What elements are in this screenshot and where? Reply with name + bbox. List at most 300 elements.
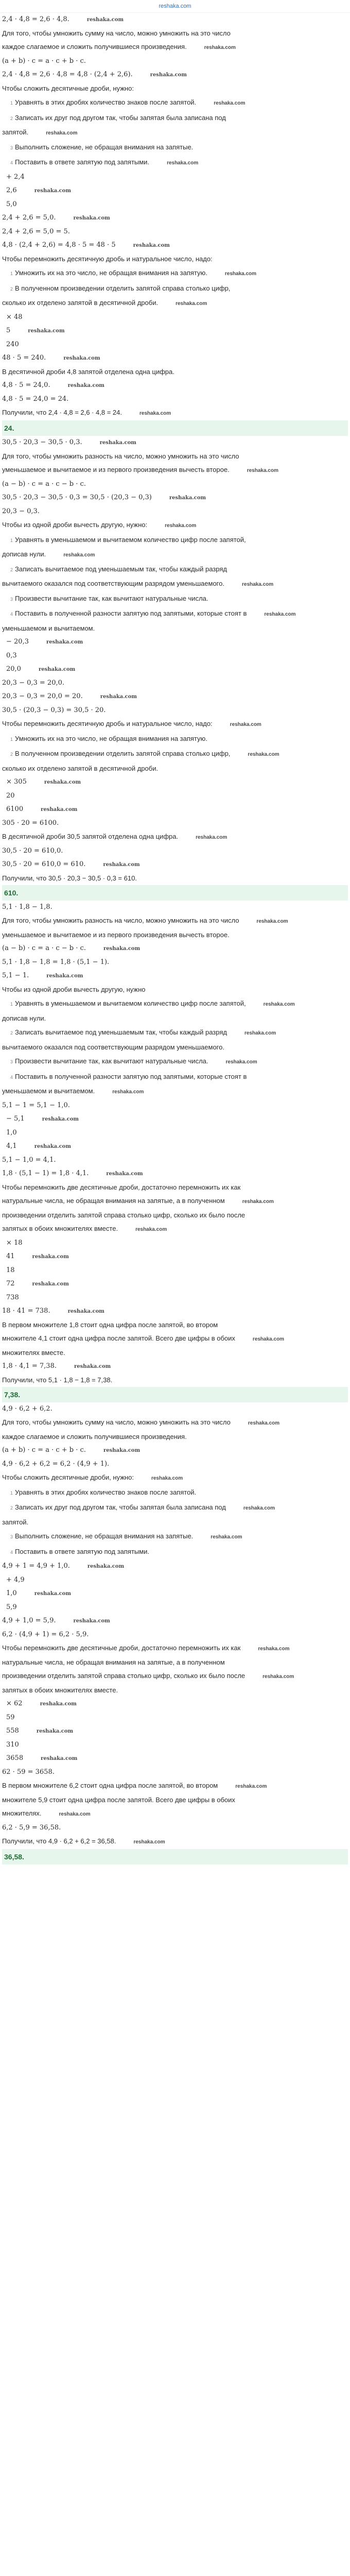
line-text: 20,3 − 0,3 = 20,0. [2, 679, 65, 687]
line-text: Записать их друг под другом так, чтобы запятая была записана под [15, 114, 226, 122]
watermark: reshaka.com [196, 835, 227, 840]
line-text: 59 [6, 1714, 15, 1721]
line-text: Записать их друг под другом так, чтобы запятая была записана под [15, 1503, 226, 1511]
text-line [2, 1807, 348, 1821]
line-text: 0,3 [6, 652, 17, 659]
line-text: В первом множителе 6,2 стоит одна цифра после запятой, во втором [2, 1782, 218, 1789]
math-line [2, 1167, 348, 1181]
line-text: сколько их отделено запятой в десятичной дроби. [2, 765, 159, 772]
watermark: reshaka.com [42, 1116, 79, 1122]
step-line [2, 996, 348, 1012]
step-line [2, 281, 348, 296]
column-calc-line [2, 311, 348, 324]
step-number: 1 [10, 538, 13, 543]
line-text: 2,4 + 2,6 = 5,0. [2, 214, 56, 222]
answer-line [2, 420, 348, 436]
watermark: reshaka.com [150, 72, 187, 78]
line-text: множителях. [2, 1809, 42, 1817]
watermark: reshaka.com [41, 1756, 78, 1761]
line-text: вычитаемого оказался под соответствующим разрядом уменьшаемого. [2, 1043, 224, 1051]
column-calc-line [2, 1738, 348, 1752]
line-text: 4,9 · 6,2 + 6,2 = 6,2 · (4,9 + 1). [2, 1460, 110, 1468]
line-text: 4,8 · 5 = 24,0. [2, 381, 50, 389]
math-line [2, 436, 348, 450]
line-text: 4,9 · 6,2 + 6,2. [2, 1405, 52, 1413]
math-line [2, 704, 348, 717]
text-line [2, 1641, 348, 1656]
column-calc-line [2, 1236, 348, 1250]
line-text: 6,2 · (4,9 + 1) = 6,2 · 5,9. [2, 1631, 89, 1638]
line-text: 310 [6, 1741, 19, 1749]
math-line [2, 478, 348, 491]
watermark: reshaka.com [103, 1448, 141, 1453]
line-text: 20,0 [6, 665, 21, 673]
watermark: reshaka.com [46, 639, 83, 645]
line-text: произведении отделить запятой справа столько цифр, сколько их было после [2, 1211, 246, 1219]
text-line [2, 1416, 348, 1430]
watermark: reshaka.com [34, 188, 71, 194]
line-text: 1,0 [6, 1129, 17, 1137]
watermark: reshaka.com [86, 17, 124, 23]
line-text: Чтобы из одной дроби вычесть другую, нужно [2, 986, 146, 993]
text-line [2, 518, 348, 533]
line-text: (a + b) · c = a · c + b · c. [2, 57, 86, 65]
text-line [2, 1374, 348, 1387]
text-line [2, 983, 348, 996]
watermark: reshaka.com [63, 355, 100, 361]
step-line [2, 95, 348, 111]
watermark: reshaka.com [73, 1618, 110, 1624]
line-text: Получили, что 5,1 · 1,8 − 1,8 = 7,38. [2, 1376, 113, 1384]
line-text: 610. [4, 889, 19, 897]
step-number: 1 [10, 100, 13, 106]
solution-content [0, 13, 350, 1865]
text-line [2, 717, 348, 732]
line-text: 305 · 20 = 6100. [2, 819, 59, 827]
math-line [2, 1154, 348, 1167]
line-text: 30,5 · 20 = 610,0 = 610. [2, 860, 86, 868]
watermark: reshaka.com [225, 1059, 257, 1065]
step-line [2, 1529, 348, 1545]
text-line [2, 1332, 348, 1346]
text-line [2, 406, 348, 420]
step-number: 2 [10, 1030, 13, 1036]
watermark: reshaka.com [256, 919, 288, 924]
text-line [2, 928, 348, 942]
top-bar [0, 0, 350, 13]
line-text: 30,5 · (20,3 − 0,3) = 30,5 · 20. [2, 706, 106, 714]
watermark: reshaka.com [204, 45, 236, 50]
step-number: 1 [10, 1002, 13, 1007]
line-text: 5,1 − 1. [2, 972, 29, 979]
line-text: 72 [6, 1280, 15, 1287]
line-text: Произвести вычитание так, как вычитают натуральные числа. [15, 1057, 208, 1065]
text-line [2, 40, 348, 55]
math-line [2, 817, 348, 830]
column-calc-line [2, 1250, 348, 1264]
watermark: reshaka.com [224, 271, 257, 277]
column-calc-line [2, 324, 348, 338]
column-calc-line [2, 198, 348, 211]
math-line [2, 1766, 348, 1779]
column-calc-line [2, 1112, 348, 1126]
watermark: reshaka.com [41, 807, 78, 812]
line-text: 2,4 · 4,8 = 2,6 · 4,8. [2, 15, 69, 23]
watermark: reshaka.com [244, 1030, 276, 1036]
step-line [2, 1025, 348, 1041]
step-number: 2 [10, 286, 13, 292]
line-text: Чтобы перемножить две десятичные дроби, достаточно перемножить их как [2, 1183, 241, 1191]
line-text: В полученном произведении отделить запятой справа столько цифр, [15, 284, 231, 292]
line-text: − 5,1 [6, 1115, 25, 1123]
watermark: reshaka.com [258, 1646, 290, 1652]
watermark: reshaka.com [100, 694, 137, 700]
column-calc-line [2, 1573, 348, 1587]
watermark: reshaka.com [74, 1364, 111, 1369]
text-line [2, 548, 348, 562]
line-text: 5 [6, 327, 11, 334]
text-line [2, 1669, 348, 1684]
watermark: reshaka.com [112, 1089, 144, 1095]
step-line [2, 155, 348, 171]
line-text: 6,2 · 5,9 = 36,58. [2, 1824, 61, 1832]
math-line [2, 942, 348, 956]
math-line [2, 13, 348, 27]
line-text: уменьшаемое и вычитаемое и из первого произведения вычесть второе. [2, 466, 230, 473]
math-line [2, 844, 348, 858]
watermark: reshaka.com [248, 752, 279, 757]
line-text: 5,9 [6, 1603, 17, 1611]
text-line [2, 577, 348, 591]
text-line [2, 1222, 348, 1236]
line-text: уменьшаемом и вычитаемом. [2, 1087, 95, 1095]
line-text: 4,9 + 1,0 = 5,9. [2, 1617, 56, 1624]
watermark: reshaka.com [106, 1171, 143, 1177]
text-line [2, 82, 348, 95]
line-text: Получили, что 4,9 · 6,2 + 6,2 = 36,58. [2, 1837, 116, 1845]
site-logo-link[interactable]: reshaka.com [159, 3, 191, 9]
line-text: 30,5 · 20,3 − 30,5 · 0,3. [2, 438, 82, 446]
line-text: Чтобы перемножить десятичную дробь и натуральное число, надо: [2, 255, 213, 263]
step-line [2, 1485, 348, 1500]
step-number: 2 [10, 752, 13, 757]
watermark: reshaka.com [133, 1839, 165, 1845]
math-line [2, 505, 348, 518]
line-text: дописав нули. [2, 1014, 46, 1022]
watermark: reshaka.com [211, 1534, 242, 1540]
math-line [2, 1402, 348, 1416]
watermark: reshaka.com [262, 1674, 294, 1680]
watermark: reshaka.com [103, 862, 140, 868]
column-calc-line [2, 171, 348, 184]
line-text: Произвести вычитание так, как вычитают натуральные числа. [15, 595, 208, 602]
watermark: reshaka.com [46, 973, 83, 979]
line-text: 48 · 5 = 240. [2, 354, 46, 362]
column-calc-line [2, 184, 348, 198]
math-line [2, 393, 348, 406]
line-text: 5,1 − 1 = 5,1 − 1,0. [2, 1101, 70, 1109]
line-text: 24. [4, 424, 14, 432]
step-line [2, 1500, 348, 1516]
text-line [2, 872, 348, 885]
math-line [2, 68, 348, 82]
text-line [2, 365, 348, 379]
line-text: Уравнять в этих дробях количество знаков после запятой. [15, 98, 197, 106]
column-calc-line [2, 635, 348, 649]
column-calc-line [2, 338, 348, 351]
line-text: Для того, чтобы умножить сумму на число, можно умножить на это число [2, 1418, 231, 1426]
line-text: + 4,9 [6, 1576, 25, 1584]
line-text: множителе 5,9 стоит одна цифра после запятой. Всего две цифры в обоих [2, 1796, 235, 1804]
watermark: reshaka.com [67, 1309, 104, 1314]
text-line [2, 1793, 348, 1807]
step-number: 4 [10, 1550, 13, 1555]
watermark: reshaka.com [165, 523, 197, 529]
line-text: Чтобы перемножить две десятичные дроби, достаточно перемножить их как [2, 1644, 241, 1652]
step-number: 3 [10, 597, 13, 602]
line-text: запятых в обоих множителях вместе. [2, 1225, 118, 1232]
step-line [2, 562, 348, 577]
line-text: 3658 [6, 1754, 24, 1762]
line-text: 30,5 · 20,3 − 30,5 · 0,3 = 30,5 · (20,3 − 0,3) [2, 494, 152, 501]
text-line [2, 1779, 348, 1793]
text-line [2, 126, 348, 140]
watermark: reshaka.com [263, 1002, 295, 1007]
watermark: reshaka.com [87, 1564, 125, 1569]
math-line [2, 1099, 348, 1112]
line-text: 18 [6, 1266, 15, 1274]
line-text: 62 · 59 = 3658. [2, 1768, 55, 1776]
watermark: reshaka.com [264, 612, 296, 617]
text-line [2, 1194, 348, 1209]
column-calc-line [2, 803, 348, 817]
line-text: 5,1 · 1,8 − 1,8. [2, 903, 52, 911]
line-text: Для того, чтобы умножить сумму на число, можно умножить на это число [2, 29, 231, 37]
column-calc-line [2, 1277, 348, 1291]
math-line [2, 969, 348, 983]
step-number: 2 [10, 567, 13, 572]
text-line [2, 1181, 348, 1194]
watermark: reshaka.com [248, 1420, 280, 1426]
math-line [2, 858, 348, 872]
math-line [2, 1458, 348, 1471]
column-calc-line [2, 663, 348, 676]
watermark: reshaka.com [67, 383, 104, 388]
watermark: reshaka.com [167, 160, 199, 166]
text-line [2, 1346, 348, 1360]
step-number: 4 [10, 1075, 13, 1080]
step-number: 4 [10, 612, 13, 617]
column-calc-line [2, 1264, 348, 1277]
step-line [2, 140, 348, 155]
math-line [2, 1560, 348, 1573]
line-text: + 2,4 [6, 173, 25, 181]
line-text: 20,3 − 0,3. [2, 507, 40, 515]
answer-line [2, 1387, 348, 1402]
line-text: × 18 [6, 1239, 23, 1247]
line-text: 558 [6, 1727, 19, 1735]
watermark: reshaka.com [46, 130, 78, 136]
watermark: reshaka.com [241, 582, 274, 587]
watermark: reshaka.com [44, 779, 81, 785]
watermark: reshaka.com [235, 1784, 267, 1789]
line-text: натуральные числа, не обращая внимания на запятые, а в полученном [2, 1197, 225, 1205]
step-number: 3 [10, 1059, 13, 1064]
line-text: Получили, что 2,4 · 4,8 = 2,6 · 4,8 = 24. [2, 409, 122, 416]
watermark: reshaka.com [59, 1811, 91, 1817]
line-text: × 305 [6, 778, 27, 786]
watermark: reshaka.com [40, 1701, 77, 1707]
step-line [2, 1070, 348, 1084]
step-number: 1 [10, 737, 13, 742]
math-line [2, 351, 348, 365]
step-line [2, 533, 348, 548]
math-line [2, 956, 348, 969]
step-line [2, 1545, 348, 1560]
math-line [2, 225, 348, 239]
line-text: 20 [6, 792, 15, 800]
line-text: × 48 [6, 313, 23, 321]
text-line [2, 1430, 348, 1444]
column-calc-line [2, 1724, 348, 1738]
line-text: В десятичной дроби 30,5 запятой отделена одна цифра. [2, 833, 179, 840]
line-text: каждое слагаемое и сложить получившиеся произведения. [2, 43, 187, 50]
line-text: Записать вычитаемое под уменьшаемым так, чтобы каждый разряд [15, 1028, 227, 1036]
line-text: 4,8 · 5 = 24,0 = 24. [2, 395, 69, 403]
answer-line [2, 885, 348, 901]
text-line [2, 762, 348, 775]
text-line [2, 296, 348, 311]
line-text: множителях вместе. [2, 1349, 65, 1357]
math-line [2, 690, 348, 704]
line-text: Для того, чтобы умножить разность на число, можно умножить на это число [2, 917, 239, 924]
math-line [2, 676, 348, 690]
line-text: 2,6 [6, 187, 17, 194]
line-text: 30,5 · 20 = 610,0. [2, 847, 63, 855]
column-calc-line [2, 1587, 348, 1601]
line-text: запятой. [2, 128, 29, 136]
text-line [2, 450, 348, 463]
line-text: Умножить их на это число, не обращая внимания на запятую. [15, 735, 207, 742]
step-number: 3 [10, 1534, 13, 1539]
line-text: каждое слагаемое и сложить получившиеся произведения. [2, 1433, 187, 1440]
watermark: reshaka.com [63, 552, 95, 558]
text-line [2, 1471, 348, 1485]
text-line [2, 1012, 348, 1025]
column-calc-line [2, 1126, 348, 1140]
text-line [2, 1516, 348, 1529]
column-calc-line [2, 649, 348, 663]
line-text: Поставить в полученной разности запятую под запятыми, которые стоят в [15, 1073, 247, 1080]
math-line [2, 491, 348, 505]
watermark: reshaka.com [176, 301, 207, 307]
line-text: уменьшаемом и вычитаемом. [2, 624, 95, 632]
watermark: reshaka.com [32, 1254, 69, 1260]
column-calc-line [2, 1752, 348, 1766]
line-text: 1,8 · (5,1 − 1) = 1,8 · 4,1. [2, 1170, 89, 1177]
step-line [2, 266, 348, 281]
watermark: reshaka.com [214, 100, 246, 106]
line-text: Для того, чтобы умножить разность на число, можно умножить на это число [2, 452, 239, 460]
line-text: вычитаемого оказался под соответствующим разрядом уменьшаемого. [2, 580, 224, 587]
watermark: reshaka.com [34, 1144, 71, 1149]
text-line [2, 1041, 348, 1054]
math-line [2, 55, 348, 68]
line-text: Поставить в полученной разности запятую под запятыми, которые стоят в [15, 609, 247, 617]
line-text: 5,1 · 1,8 − 1,8 = 1,8 · (5,1 − 1). [2, 958, 110, 966]
line-text: 1,8 · 4,1 = 7,38. [2, 1362, 57, 1370]
line-text: 6100 [6, 805, 24, 813]
watermark: reshaka.com [36, 1728, 74, 1734]
line-text: В первом множителе 1,8 стоит одна цифра после запятой, во втором [2, 1321, 218, 1329]
text-line [2, 830, 348, 844]
step-line [2, 747, 348, 762]
line-text: В полученном произведении отделить запятой справа столько цифр, [15, 750, 231, 757]
math-line [2, 379, 348, 393]
watermark: reshaka.com [169, 495, 206, 501]
math-line [2, 1821, 348, 1835]
text-line [2, 463, 348, 478]
watermark: reshaka.com [32, 1281, 69, 1287]
line-text: запятой. [2, 1518, 29, 1526]
line-text: Выполнить сложение, не обращая внимания на запятые. [15, 143, 194, 151]
math-line [2, 239, 348, 252]
watermark: reshaka.com [230, 722, 261, 727]
line-text: (a − b) · c = a · c − b · c. [2, 480, 86, 488]
watermark: reshaka.com [242, 1199, 274, 1205]
step-line [2, 591, 348, 606]
line-text: Выполнить сложение, не обращая внимания на запятые. [15, 1532, 194, 1540]
line-text: Уравнять в уменьшаемом и вычитаемом количество цифр после запятой, [15, 999, 246, 1007]
line-text: 41 [6, 1252, 15, 1260]
line-text: Уравнять в уменьшаемом и вычитаемом количество цифр после запятой, [15, 536, 246, 544]
text-line [2, 1084, 348, 1099]
text-line [2, 1835, 348, 1849]
line-text: натуральные числа, не обращая внимания на запятые, а в полученном [2, 1658, 225, 1666]
line-text: 240 [6, 341, 19, 348]
line-text: произведении отделить запятой справа столько цифр, сколько их было после [2, 1672, 246, 1680]
text-line [2, 1684, 348, 1697]
line-text: множителе 4,1 стоит одна цифра после запятой. Всего две цифры в обоих [2, 1334, 235, 1342]
step-number: 4 [10, 160, 13, 165]
text-line [2, 622, 348, 635]
math-line [2, 1614, 348, 1628]
text-line [2, 27, 348, 40]
line-text: 4,9 + 1 = 4,9 + 1,0. [2, 1562, 70, 1570]
line-text: сколько их отделено запятой в десятичной дроби. [2, 299, 159, 307]
line-text: уменьшаемое и вычитаемое и из первого произведения вычесть второе. [2, 931, 230, 939]
step-number: 2 [10, 1505, 13, 1511]
watermark: reshaka.com [247, 468, 278, 473]
line-text: (a + b) · c = a · c + b · c. [2, 1446, 86, 1454]
watermark: reshaka.com [133, 243, 170, 248]
math-line [2, 901, 348, 914]
answer-line [2, 1849, 348, 1865]
watermark: reshaka.com [243, 1505, 275, 1511]
watermark: reshaka.com [135, 1227, 167, 1232]
math-line [2, 1360, 348, 1374]
step-number: 3 [10, 145, 13, 150]
line-text: запятых в обоих множителях вместе. [2, 1686, 118, 1694]
watermark: reshaka.com [38, 667, 76, 672]
line-text: Чтобы перемножить десятичную дробь и натуральное число, надо: [2, 720, 213, 727]
line-text: × 62 [6, 1700, 23, 1707]
column-calc-line [2, 1711, 348, 1724]
step-line [2, 732, 348, 747]
line-text: 5,1 − 1,0 = 4,1. [2, 1156, 56, 1164]
line-text: 2,4 + 2,6 = 5,0 = 5. [2, 228, 70, 235]
column-calc-line [2, 1697, 348, 1711]
